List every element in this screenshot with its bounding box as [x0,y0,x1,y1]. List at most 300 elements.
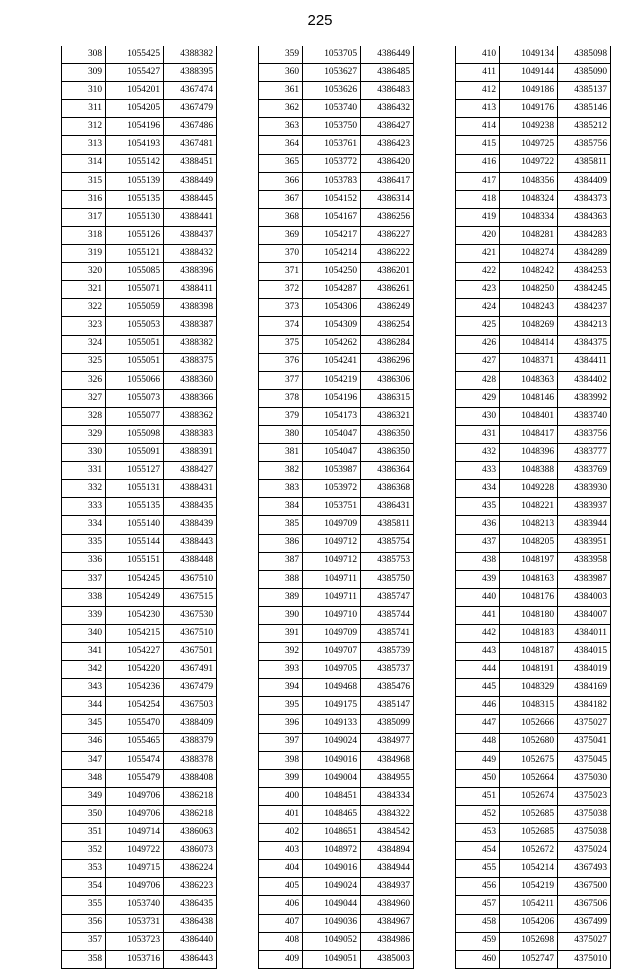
x-coordinate-cell: 1049710 [303,606,361,624]
x-coordinate-cell: 1049706 [106,787,164,805]
x-coordinate-cell: 1053783 [303,172,361,190]
point-number-cell: 373 [259,299,303,317]
x-coordinate-cell: 1048205 [500,534,558,552]
table-row [259,118,414,136]
point-number-cell: 451 [456,787,500,805]
y-coordinate-cell: 4385737 [361,661,414,679]
y-coordinate-cell: 4375045 [558,751,611,769]
x-coordinate-cell: 1049712 [303,552,361,570]
y-coordinate-cell: 4388411 [164,281,217,299]
table-row [456,860,611,878]
point-number-cell: 439 [456,570,500,588]
point-number-cell: 442 [456,625,500,643]
x-coordinate-cell: 1049175 [303,697,361,715]
table-row [259,335,414,353]
point-number-cell: 443 [456,643,500,661]
x-coordinate-cell: 1049709 [303,516,361,534]
y-coordinate-cell: 4384237 [558,299,611,317]
point-number-cell: 406 [259,896,303,914]
x-coordinate-cell: 1054230 [106,606,164,624]
y-coordinate-cell: 4386218 [164,787,217,805]
table-row [259,842,414,860]
table-row [62,190,217,208]
x-coordinate-cell: 1055135 [106,498,164,516]
y-coordinate-cell: 4386435 [164,896,217,914]
table-row [259,263,414,281]
point-number-cell: 412 [456,82,500,100]
y-coordinate-cell: 4384245 [558,281,611,299]
table-row [62,715,217,733]
y-coordinate-cell: 4386431 [361,498,414,516]
table-row [62,769,217,787]
x-coordinate-cell: 1052698 [500,932,558,950]
y-coordinate-cell: 4384169 [558,679,611,697]
x-coordinate-cell: 1052685 [500,805,558,823]
y-coordinate-cell: 4384409 [558,172,611,190]
table-row [259,154,414,172]
x-coordinate-cell: 1055139 [106,172,164,190]
point-number-cell: 327 [62,389,106,407]
point-number-cell: 351 [62,824,106,842]
point-number-cell: 372 [259,281,303,299]
point-number-cell: 457 [456,896,500,914]
point-number-cell: 375 [259,335,303,353]
table-row [62,371,217,389]
x-coordinate-cell: 1055051 [106,353,164,371]
point-number-cell: 334 [62,516,106,534]
point-number-cell: 441 [456,606,500,624]
point-number-cell: 399 [259,769,303,787]
table-row [62,317,217,335]
x-coordinate-cell: 1053751 [303,498,361,516]
table-row [259,64,414,82]
y-coordinate-cell: 4375038 [558,824,611,842]
y-coordinate-cell: 4367503 [164,697,217,715]
x-coordinate-cell: 1054193 [106,136,164,154]
x-coordinate-cell: 1054227 [106,643,164,661]
table-row [456,389,611,407]
point-number-cell: 363 [259,118,303,136]
point-number-cell: 425 [456,317,500,335]
y-coordinate-cell: 4367515 [164,588,217,606]
point-number-cell: 433 [456,462,500,480]
point-number-cell: 413 [456,100,500,118]
x-coordinate-cell: 1049722 [106,842,164,860]
x-coordinate-cell: 1048163 [500,570,558,588]
y-coordinate-cell: 4386224 [164,860,217,878]
y-coordinate-cell: 4367499 [558,914,611,932]
x-coordinate-cell: 1054205 [106,100,164,118]
point-number-cell: 328 [62,407,106,425]
y-coordinate-cell: 4386423 [361,136,414,154]
table-row [62,82,217,100]
table-row [259,679,414,697]
y-coordinate-cell: 4386222 [361,245,414,263]
point-number-cell: 364 [259,136,303,154]
table-row [259,932,414,950]
y-coordinate-cell: 4384289 [558,245,611,263]
y-coordinate-cell: 4384011 [558,625,611,643]
point-number-cell: 403 [259,842,303,860]
x-coordinate-cell: 1048396 [500,444,558,462]
table-row [62,842,217,860]
point-number-cell: 458 [456,914,500,932]
x-coordinate-cell: 1054220 [106,661,164,679]
point-number-cell: 397 [259,733,303,751]
y-coordinate-cell: 4386432 [361,100,414,118]
x-coordinate-cell: 1055479 [106,769,164,787]
table-row [456,588,611,606]
y-coordinate-cell: 4384283 [558,226,611,244]
table-row [62,245,217,263]
point-number-cell: 405 [259,878,303,896]
y-coordinate-cell: 4386073 [164,842,217,860]
point-number-cell: 325 [62,353,106,371]
y-coordinate-cell: 4367479 [164,679,217,697]
point-number-cell: 382 [259,462,303,480]
x-coordinate-cell: 1049052 [303,932,361,950]
y-coordinate-cell: 4384182 [558,697,611,715]
table-row [456,100,611,118]
y-coordinate-cell: 4386284 [361,335,414,353]
x-coordinate-cell: 1054262 [303,335,361,353]
y-coordinate-cell: 4388408 [164,769,217,787]
y-coordinate-cell: 4385147 [361,697,414,715]
y-coordinate-cell: 4367493 [558,860,611,878]
table-row [62,787,217,805]
point-number-cell: 342 [62,661,106,679]
x-coordinate-cell: 1054250 [303,263,361,281]
y-coordinate-cell: 4384363 [558,208,611,226]
table-row [456,407,611,425]
y-coordinate-cell: 4385811 [361,516,414,534]
point-number-cell: 336 [62,552,106,570]
table-row [259,425,414,443]
x-coordinate-cell: 1049709 [303,625,361,643]
x-coordinate-cell: 1053731 [106,914,164,932]
point-number-cell: 408 [259,932,303,950]
y-coordinate-cell: 4383740 [558,407,611,425]
point-number-cell: 430 [456,407,500,425]
x-coordinate-cell: 1052672 [500,842,558,860]
table-row [456,914,611,932]
x-coordinate-cell: 1049706 [106,878,164,896]
y-coordinate-cell: 4384253 [558,263,611,281]
y-coordinate-cell: 4386218 [164,805,217,823]
y-coordinate-cell: 4386256 [361,208,414,226]
y-coordinate-cell: 4388366 [164,389,217,407]
y-coordinate-cell: 4375023 [558,787,611,805]
table-row [456,805,611,823]
point-number-cell: 320 [62,263,106,281]
coordinates-table-middle [258,46,414,969]
x-coordinate-cell: 1049707 [303,643,361,661]
x-coordinate-cell: 1054245 [106,570,164,588]
point-number-cell: 400 [259,787,303,805]
y-coordinate-cell: 4384373 [558,190,611,208]
y-coordinate-cell: 4384968 [361,751,414,769]
point-number-cell: 398 [259,751,303,769]
table-row [456,534,611,552]
table-row [456,751,611,769]
table-row [259,715,414,733]
x-coordinate-cell: 1055427 [106,64,164,82]
point-number-cell: 419 [456,208,500,226]
table-row [259,878,414,896]
point-number-cell: 356 [62,914,106,932]
x-coordinate-cell: 1055127 [106,462,164,480]
y-coordinate-cell: 4386254 [361,317,414,335]
x-coordinate-cell: 1053740 [303,100,361,118]
point-number-cell: 393 [259,661,303,679]
x-coordinate-cell: 1048972 [303,842,361,860]
x-coordinate-cell: 1048197 [500,552,558,570]
x-coordinate-cell: 1054201 [106,82,164,100]
table-row [62,425,217,443]
point-number-cell: 383 [259,480,303,498]
x-coordinate-cell: 1049228 [500,480,558,498]
y-coordinate-cell: 4367506 [558,896,611,914]
point-number-cell: 435 [456,498,500,516]
point-number-cell: 370 [259,245,303,263]
y-coordinate-cell: 4383951 [558,534,611,552]
x-coordinate-cell: 1055140 [106,516,164,534]
point-number-cell: 453 [456,824,500,842]
y-coordinate-cell: 4386261 [361,281,414,299]
table-row [259,661,414,679]
table-row [259,498,414,516]
point-number-cell: 420 [456,226,500,244]
table-row [259,733,414,751]
y-coordinate-cell: 4385098 [558,46,611,64]
point-number-cell: 339 [62,606,106,624]
table-row [456,46,611,64]
point-number-cell: 353 [62,860,106,878]
y-coordinate-cell: 4384967 [361,914,414,932]
point-number-cell: 350 [62,805,106,823]
table-row [259,480,414,498]
coordinates-table-right [455,46,611,969]
x-coordinate-cell: 1054214 [303,245,361,263]
x-coordinate-cell: 1053772 [303,154,361,172]
y-coordinate-cell: 4385476 [361,679,414,697]
y-coordinate-cell: 4385003 [361,950,414,968]
table-row [259,299,414,317]
table-row [456,226,611,244]
point-number-cell: 415 [456,136,500,154]
point-number-cell: 316 [62,190,106,208]
table-row [259,914,414,932]
table-row [62,932,217,950]
table-row [456,353,611,371]
table-row [456,245,611,263]
y-coordinate-cell: 4386443 [164,950,217,968]
y-coordinate-cell: 4375027 [558,715,611,733]
point-number-cell: 308 [62,46,106,64]
table-row [62,136,217,154]
y-coordinate-cell: 4386420 [361,154,414,172]
table-row [259,625,414,643]
table-row [259,516,414,534]
y-coordinate-cell: 4385754 [361,534,414,552]
x-coordinate-cell: 1055474 [106,751,164,769]
x-coordinate-cell: 1054206 [500,914,558,932]
x-coordinate-cell: 1052680 [500,733,558,751]
point-number-cell: 390 [259,606,303,624]
point-number-cell: 358 [62,950,106,968]
y-coordinate-cell: 4388431 [164,480,217,498]
table-row [259,46,414,64]
y-coordinate-cell: 4386227 [361,226,414,244]
y-coordinate-cell: 4386427 [361,118,414,136]
x-coordinate-cell: 1054047 [303,444,361,462]
x-coordinate-cell: 1055091 [106,444,164,462]
y-coordinate-cell: 4384019 [558,661,611,679]
x-coordinate-cell: 1054287 [303,281,361,299]
x-coordinate-cell: 1055465 [106,733,164,751]
x-coordinate-cell: 1054173 [303,407,361,425]
point-number-cell: 355 [62,896,106,914]
x-coordinate-cell: 1055051 [106,335,164,353]
point-number-cell: 368 [259,208,303,226]
page-number: 225 [307,12,333,29]
x-coordinate-cell: 1049004 [303,769,361,787]
y-coordinate-cell: 4388379 [164,733,217,751]
table-row [62,950,217,968]
table-row [62,64,217,82]
y-coordinate-cell: 4386417 [361,172,414,190]
x-coordinate-cell: 1048363 [500,371,558,389]
table-row [456,950,611,968]
table-row [62,570,217,588]
table-row [62,625,217,643]
x-coordinate-cell: 1053723 [106,932,164,950]
point-number-cell: 456 [456,878,500,896]
x-coordinate-cell: 1048242 [500,263,558,281]
point-number-cell: 395 [259,697,303,715]
table-row [62,498,217,516]
x-coordinate-cell: 1052675 [500,751,558,769]
point-number-cell: 417 [456,172,500,190]
x-coordinate-cell: 1053761 [303,136,361,154]
table-row [259,570,414,588]
x-coordinate-cell: 1055131 [106,480,164,498]
point-number-cell: 338 [62,588,106,606]
point-number-cell: 389 [259,588,303,606]
x-coordinate-cell: 1055066 [106,371,164,389]
point-number-cell: 448 [456,733,500,751]
point-number-cell: 426 [456,335,500,353]
y-coordinate-cell: 4383944 [558,516,611,534]
point-number-cell: 449 [456,751,500,769]
table-row [259,172,414,190]
point-number-cell: 445 [456,679,500,697]
y-coordinate-cell: 4388427 [164,462,217,480]
table-row [62,263,217,281]
point-number-cell: 380 [259,425,303,443]
point-number-cell: 333 [62,498,106,516]
x-coordinate-cell: 1054241 [303,353,361,371]
table-row [456,172,611,190]
y-coordinate-cell: 4388383 [164,425,217,443]
x-coordinate-cell: 1048269 [500,317,558,335]
point-number-cell: 401 [259,805,303,823]
x-coordinate-cell: 1048371 [500,353,558,371]
table-row [259,281,414,299]
y-coordinate-cell: 4385212 [558,118,611,136]
point-number-cell: 367 [259,190,303,208]
y-coordinate-cell: 4385750 [361,570,414,588]
y-coordinate-cell: 4367481 [164,136,217,154]
x-coordinate-cell: 1049051 [303,950,361,968]
point-number-cell: 343 [62,679,106,697]
x-coordinate-cell: 1048183 [500,625,558,643]
point-number-cell: 447 [456,715,500,733]
y-coordinate-cell: 4388439 [164,516,217,534]
table-row [456,570,611,588]
table-row [259,389,414,407]
x-coordinate-cell: 1054167 [303,208,361,226]
coordinates-table-left [61,46,217,969]
x-coordinate-cell: 1048329 [500,679,558,697]
y-coordinate-cell: 4367510 [164,570,217,588]
x-coordinate-cell: 1049238 [500,118,558,136]
x-coordinate-cell: 1055151 [106,552,164,570]
x-coordinate-cell: 1049016 [303,751,361,769]
table-row [456,842,611,860]
point-number-cell: 429 [456,389,500,407]
x-coordinate-cell: 1048250 [500,281,558,299]
x-coordinate-cell: 1055071 [106,281,164,299]
table-row [62,643,217,661]
x-coordinate-cell: 1049711 [303,588,361,606]
y-coordinate-cell: 4386223 [164,878,217,896]
table-row [62,552,217,570]
y-coordinate-cell: 4385137 [558,82,611,100]
table-row [259,407,414,425]
table-row [259,444,414,462]
x-coordinate-cell: 1055098 [106,425,164,443]
table-row [456,317,611,335]
x-coordinate-cell: 1049712 [303,534,361,552]
x-coordinate-cell: 1048187 [500,643,558,661]
y-coordinate-cell: 4386321 [361,407,414,425]
table-row [62,878,217,896]
table-row [456,679,611,697]
table-row [62,353,217,371]
table-row [456,335,611,353]
point-number-cell: 376 [259,353,303,371]
point-number-cell: 423 [456,281,500,299]
y-coordinate-cell: 4384977 [361,733,414,751]
x-coordinate-cell: 1054219 [303,371,361,389]
y-coordinate-cell: 4386314 [361,190,414,208]
x-coordinate-cell: 1054254 [106,697,164,715]
point-number-cell: 329 [62,425,106,443]
point-number-cell: 371 [259,263,303,281]
x-coordinate-cell: 1048414 [500,335,558,353]
table-row [259,769,414,787]
x-coordinate-cell: 1049714 [106,824,164,842]
point-number-cell: 369 [259,226,303,244]
point-number-cell: 312 [62,118,106,136]
y-coordinate-cell: 4386063 [164,824,217,842]
x-coordinate-cell: 1049024 [303,733,361,751]
y-coordinate-cell: 4388443 [164,534,217,552]
point-number-cell: 309 [62,64,106,82]
point-number-cell: 346 [62,733,106,751]
x-coordinate-cell: 1048401 [500,407,558,425]
